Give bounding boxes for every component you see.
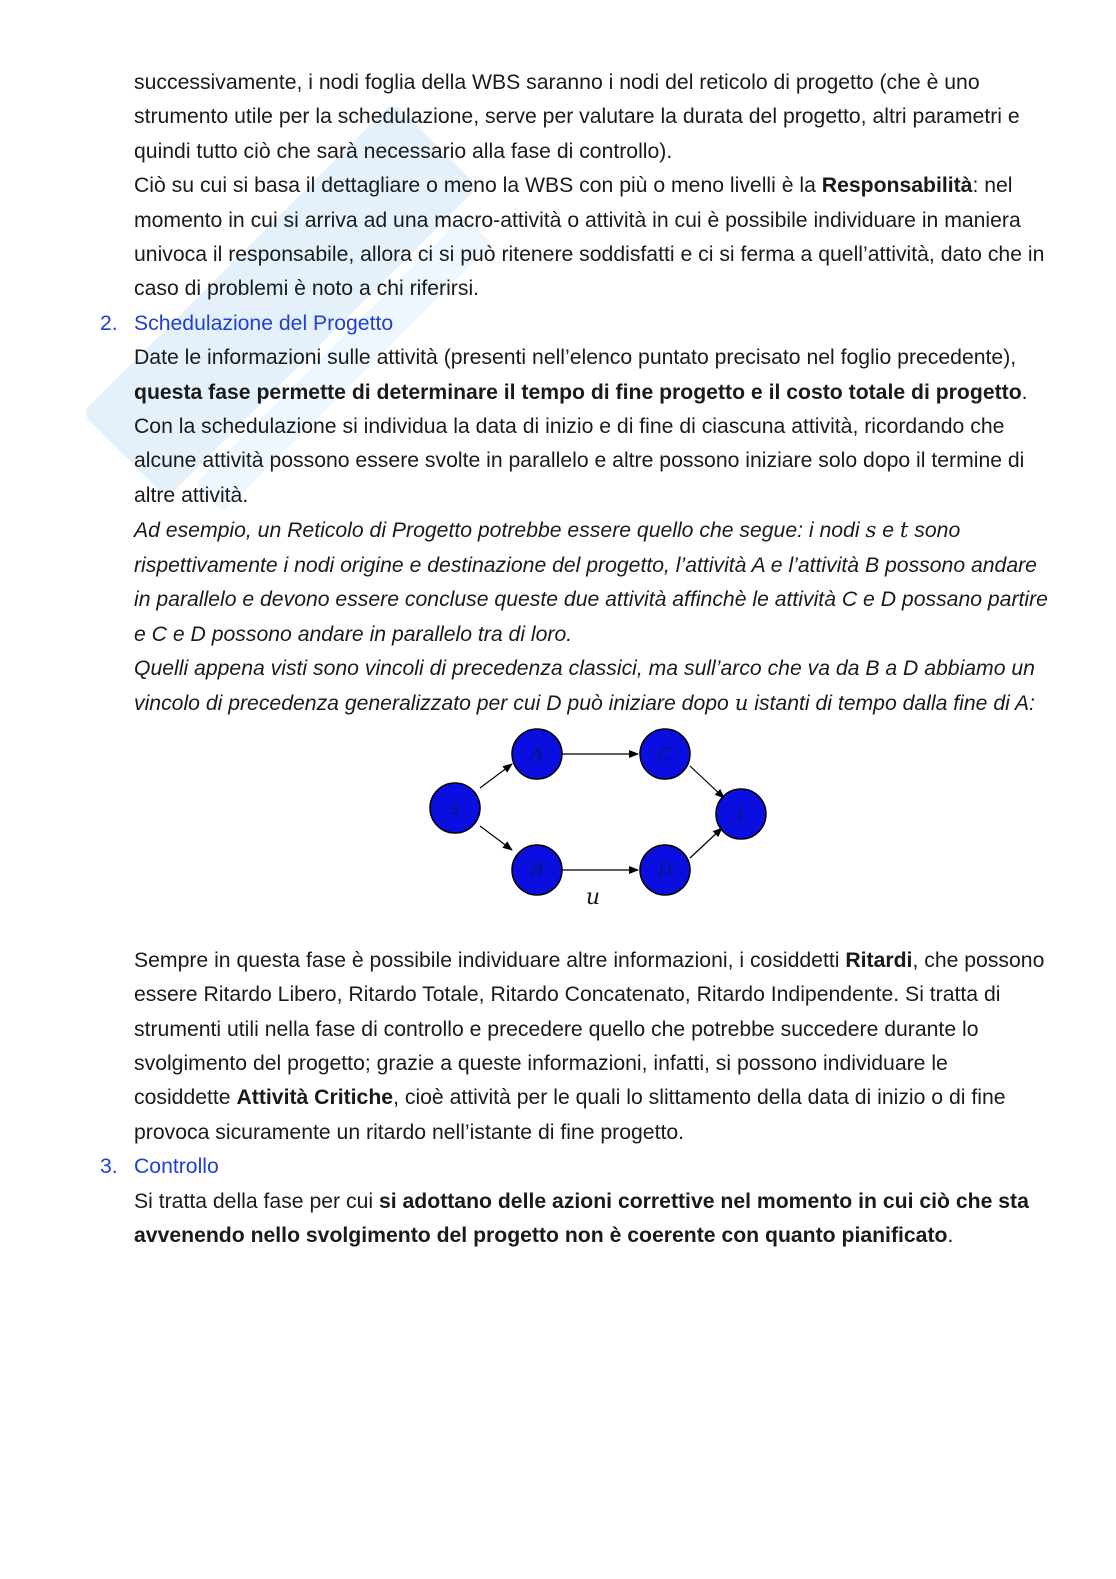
node-label-C: C <box>658 743 672 765</box>
bold-phrase-azioni-correttive: si adottano delle azioni correttive nel momento in cui ciò che sta avvenendo nello svolgimento del progetto non è coerente con quanto pianificato <box>134 1189 1029 1247</box>
section-heading-schedulazione <box>100 307 1049 341</box>
term-attivita-critiche: Attività Critiche <box>236 1086 394 1110</box>
project-network-diagram <box>134 722 1049 944</box>
section-title: Schedulazione del Progetto <box>134 311 394 335</box>
node-label-t: t <box>737 803 745 825</box>
paragraph-controllo: Si tratta della fase per cui si adottano delle azioni correttive nel momento in cui ciò che sta avvenendo nello svolgimento del progetto non è coerente con quanto pianificato. <box>134 1189 1029 1247</box>
network-svg <box>134 722 1049 944</box>
term-ritardi: Ritardi <box>845 948 913 972</box>
paragraph-responsabilita: Ciò su cui si basa il dettagliare o meno la WBS con più o meno livelli è la Responsabilità: nel momento in cui si arriva ad una macro-attività o attività in cui è possibile individuare in maniera univoca il responsabile, allora ci si può ritenere soddisfatti e ci si ferma a quell’attività, dato che in caso di problemi è noto a chi riferirsi. <box>134 174 1045 301</box>
node-label-B: B <box>530 859 544 881</box>
bold-phrase-tempo-costo: questa fase permette di determinare il tempo di fine progetto e il costo totale di progetto <box>134 380 1022 404</box>
paragraph-ritardi: Sempre in questa fase è possibile individuare altre informazioni, i cosiddetti Ritardi, che possono essere Ritardo Libero, Ritardo Totale, Ritardo Concatenato, Ritardo Indipendente. Si tratta di strumenti utili nella fase di controllo e precedere quello che potrebbe succedere durante lo svolgimento del progetto; grazie a queste informazioni, infatti, si possono individuare le cosiddette Attività Critiche, cioè attività per le quali lo slittamento della data di inizio o di fine provoca sicuramente un ritardo nell’istante di fine progetto. <box>134 948 1045 1144</box>
node-label-A: A <box>530 743 544 765</box>
edge-C-t <box>690 766 724 798</box>
section-title: Controllo <box>134 1155 219 1179</box>
node-label-D: D <box>657 859 673 881</box>
math-t: t <box>899 517 909 543</box>
edge-label-u: u <box>585 884 601 910</box>
section-heading-controllo <box>100 1150 1049 1184</box>
node-label-s: s <box>450 797 460 819</box>
section-number: 2. <box>100 311 118 335</box>
term-responsabilita: Responsabilità <box>821 174 973 198</box>
section-number: 3. <box>100 1155 118 1179</box>
edge-s-A <box>480 764 512 788</box>
edge-D-t <box>690 828 722 858</box>
paragraph-date-attivita: Con la schedulazione si individua la data di inizio e di fine di ciascuna attività, ricordando che alcune attività possono essere svolte in parallelo e altre possono iniziare solo dopo il termine di altre attività. <box>134 415 1025 507</box>
document-body <box>100 66 1049 1253</box>
paragraph-esempio-reticolo: Ad esempio, un Reticolo di Progetto potrebbe essere quello che segue: i nodi s e t sono rispettivamente i nodi origine e destinazione del progetto, l’attività A e l’attività B possono andare in parallelo e devono essere concluse queste due attività affinchè le attività C e D possano partire e C e D possono andare in parallelo tra di loro. <box>134 517 1048 646</box>
paragraph-schedulazione-intro: Date le informazioni sulle attività (presenti nell’elenco puntato precisato nel foglio precedente), questa fase permette di determinare il tempo di fine progetto e il costo totale di progetto. <box>134 346 1028 404</box>
edge-s-B <box>480 826 512 850</box>
math-s: s <box>865 517 877 543</box>
paragraph-wbs-leaves: successivamente, i nodi foglia della WBS saranno i nodi del reticolo di progetto (che è uno strumento utile per la schedulazione, serve per valutare la durata del progetto, altri parametri e quindi tutto ciò che sarà necessario alla fase di controllo). <box>134 71 1020 163</box>
math-u: u <box>734 690 749 716</box>
paragraph-vincoli-precedenza: Quelli appena visti sono vincoli di precedenza classici, ma sull’arco che va da B a D abbiamo un vincolo di precedenza generalizzato per cui D può iniziare dopo u istanti di tempo dalla fine di A: <box>134 656 1035 716</box>
